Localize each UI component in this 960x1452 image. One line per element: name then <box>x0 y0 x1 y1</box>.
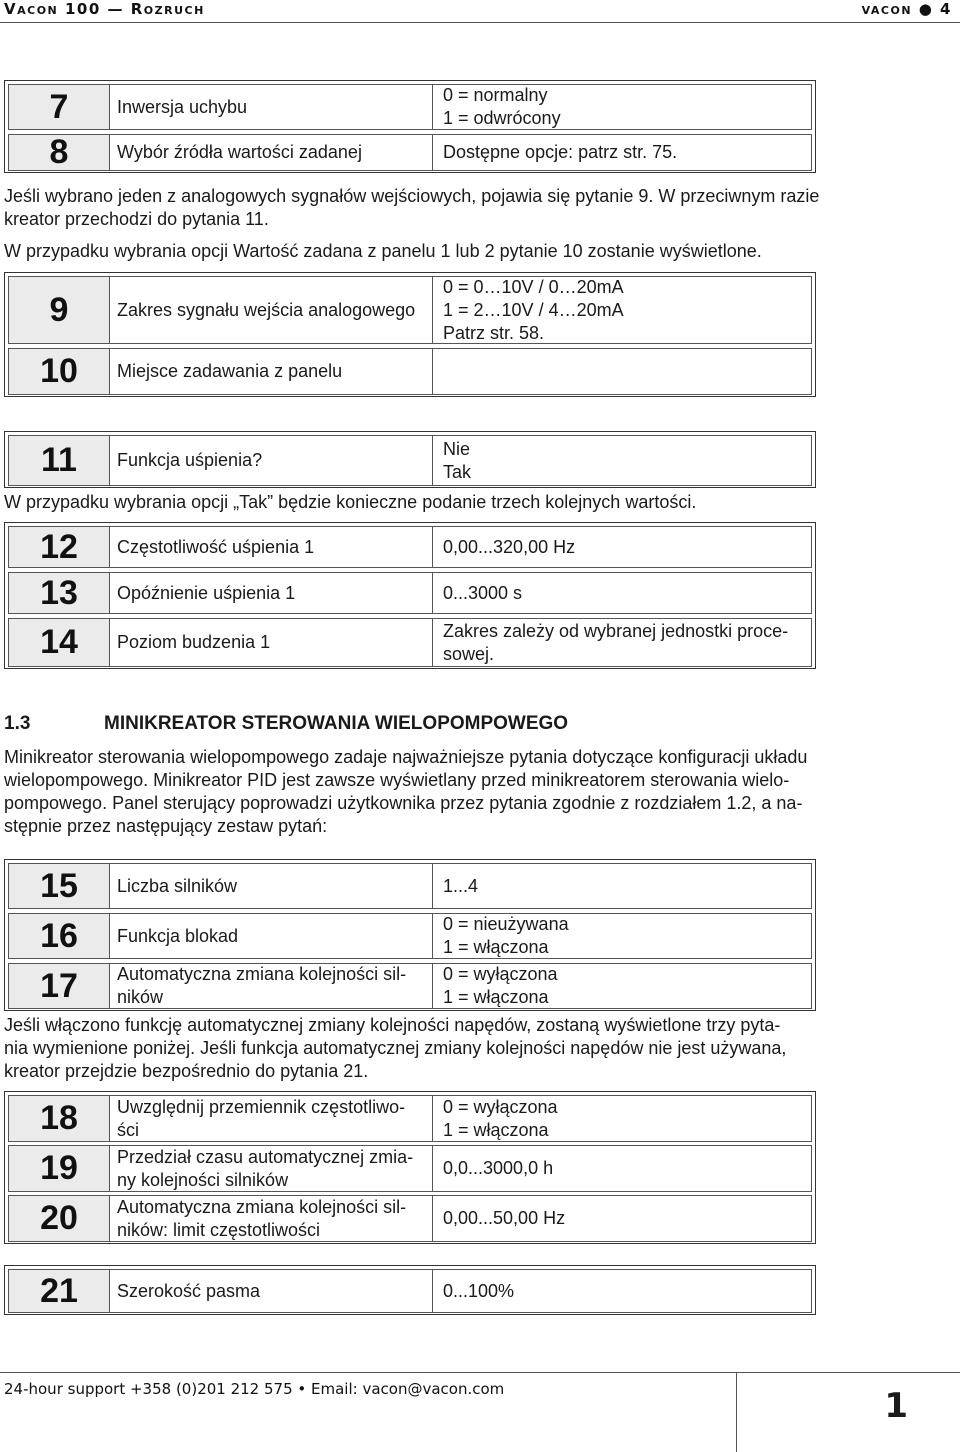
param-number: 11 <box>9 436 110 485</box>
header-title: Vacon 100 — Rozruch <box>4 0 205 18</box>
param-label: Miejsce zadawania z panelu <box>113 349 433 394</box>
param-label: Liczba silników <box>113 864 433 908</box>
param-label: Wybór źródła wartości zadanej <box>113 135 433 170</box>
param-value: 0...3000 s <box>443 582 523 603</box>
param-value: 0 = wyłączona <box>443 964 558 984</box>
param-label: Automatyczna zmiana kolejności sil- ników <box>113 964 433 1008</box>
param-number: 8 <box>9 135 110 170</box>
param-value: 1 = odwrócony <box>443 108 561 128</box>
footer-contact: 24-hour support +358 (0)201 212 575 • Email: vacon@vacon.com <box>4 1380 505 1398</box>
table-params-12-14 <box>4 522 816 669</box>
param-value: 1...4 <box>443 875 479 896</box>
param-label: Inwersja uchybu <box>113 85 433 129</box>
param-value: Patrz str. 58. <box>443 322 545 343</box>
table-param-21 <box>4 1265 816 1315</box>
param-number: 16 <box>9 914 110 958</box>
param-number: 17 <box>9 964 110 1008</box>
table-row <box>8 526 812 568</box>
page-header <box>0 0 960 22</box>
param-label: Funkcja blokad <box>113 914 433 958</box>
param-label: Częstotliwość uśpienia 1 <box>113 527 433 567</box>
param-values <box>437 864 811 908</box>
param-number: 12 <box>9 527 110 567</box>
page-number-box <box>736 1372 960 1452</box>
paragraph-sleep-values: W przypadku wybrania opcji „Tak” będzie konieczne podanie trzech kolejnych wartości. <box>4 492 697 512</box>
param-value: 1 = 2…10V / 4…20mA <box>443 299 624 320</box>
table-params-15-17 <box>4 859 816 1011</box>
table-params-18-20 <box>4 1091 816 1244</box>
table-row <box>8 1095 812 1142</box>
param-number: 13 <box>9 573 110 613</box>
param-label: Zakres sygnału wejścia analogowego <box>113 277 433 343</box>
paragraph-line: nia wymienione poniżej. Jeśli funkcja automatycznej zmiany kolejności napędów nie jest używana, <box>4 1038 787 1058</box>
param-value: 0 = nieużywana <box>443 914 569 934</box>
paragraph-line: stępnie przez następujący zestaw pytań: <box>4 816 328 836</box>
page-number: 1 <box>884 1386 908 1426</box>
param-values <box>437 619 811 666</box>
param-number: 9 <box>9 277 110 343</box>
paragraph-auto-change <box>4 1014 856 1083</box>
param-values <box>437 964 811 1008</box>
table-row <box>8 618 812 667</box>
paragraph-line: wielopompowego. Minikreator PID jest zawsze wyświetlany przed minikreatorem sterowania wielo- <box>4 770 790 790</box>
param-values <box>437 527 811 567</box>
param-value: 1 = włączona <box>443 1119 549 1140</box>
param-value: 0...100% <box>443 1280 515 1301</box>
param-value: Dostępne opcje: patrz str. 75. <box>443 142 678 162</box>
param-number: 20 <box>9 1196 110 1241</box>
param-number: 15 <box>9 864 110 908</box>
table-row <box>8 1269 812 1313</box>
section-title: MINIKREATOR STEROWANIA WIELOPOMPOWEGO <box>104 713 569 734</box>
table-row <box>8 863 812 909</box>
param-values <box>437 85 811 129</box>
table-row <box>8 134 812 171</box>
param-number: 18 <box>9 1096 110 1141</box>
table-row <box>8 435 812 486</box>
table-row <box>8 348 812 395</box>
table-row <box>8 572 812 614</box>
param-values <box>437 1196 811 1241</box>
param-values <box>437 1270 811 1312</box>
param-value: 0,0...3000,0 h <box>443 1158 554 1178</box>
param-label: Automatyczna zmiana kolejności sil- ników: limit częstotliwości <box>113 1196 433 1241</box>
param-number: 10 <box>9 349 110 394</box>
param-number: 7 <box>9 85 110 129</box>
param-value: 1 = włączona <box>443 937 549 957</box>
param-value: 0,00...320,00 Hz <box>443 536 576 557</box>
param-values <box>437 1096 811 1141</box>
table-params-7-8 <box>4 80 816 173</box>
param-value: 1 = włączona <box>443 987 549 1007</box>
param-values <box>437 1146 811 1191</box>
param-label: Szerokość pasma <box>113 1270 433 1312</box>
param-values <box>437 349 811 394</box>
param-value: Nie <box>443 438 471 459</box>
param-number: 21 <box>9 1270 110 1312</box>
header-rule <box>0 22 960 23</box>
table-row <box>8 913 812 959</box>
table-param-11 <box>4 431 816 488</box>
paragraph-multipump-intro <box>4 746 856 838</box>
paragraph-line: pompowego. Panel sterujący poprowadzi użytkownika przez pytania zgodnie z rozdziałem 1.2, a na- <box>4 793 803 813</box>
table-row <box>8 1145 812 1192</box>
table-row <box>8 276 812 344</box>
param-number: 19 <box>9 1146 110 1191</box>
param-label: Uwzględnij przemiennik częstotliwo- ści <box>113 1096 433 1141</box>
header-brand: vacon ● 4 <box>861 0 952 18</box>
param-value: 0,00...50,00 Hz <box>443 1208 566 1228</box>
paragraph-line: Minikreator sterowania wielopompowego zadaje najważniejsze pytania dotyczące konfiguracji układu <box>4 747 808 767</box>
param-values <box>437 573 811 613</box>
param-label: Poziom budzenia 1 <box>113 619 433 666</box>
param-value: 0 = normalny <box>443 85 548 105</box>
section-heading <box>4 713 568 735</box>
param-values <box>437 914 811 958</box>
param-values <box>437 135 811 170</box>
footer-rule <box>0 1372 736 1373</box>
paragraph-analog-input: Jeśli wybrano jeden z analogowych sygnałów wejściowych, pojawia się pytanie 9. W przeciwnym razie kreator przechodzi do pytania 11. <box>4 186 820 229</box>
param-label: Przedział czasu automatycznej zmia- ny kolejności silników <box>113 1146 433 1191</box>
param-values <box>437 277 811 343</box>
param-number: 14 <box>9 619 110 666</box>
paragraph-line: Jeśli włączono funkcję automatycznej zmiany kolejności napędów, zostaną wyświetlone trzy pyta- <box>4 1015 781 1035</box>
param-value: 0 = wyłączona <box>443 1096 558 1117</box>
param-value: sowej. <box>443 643 495 664</box>
param-value: Tak <box>443 461 472 482</box>
param-values <box>437 436 811 485</box>
paragraph-line: kreator przejdzie bezpośrednio do pytania 21. <box>4 1061 369 1081</box>
param-label: Funkcja uśpienia? <box>113 436 433 485</box>
table-row <box>8 1195 812 1242</box>
table-row <box>8 963 812 1009</box>
param-value: 0 = 0…10V / 0…20mA <box>443 276 624 297</box>
section-number: 1.3 <box>4 713 31 734</box>
param-value: Zakres zależy od wybranej jednostki proce- <box>443 620 789 641</box>
paragraph-panel-reference: W przypadku wybrania opcji Wartość zadana z panelu 1 lub 2 pytanie 10 zostanie wyświetlone. <box>4 241 762 261</box>
param-label: Opóźnienie uśpienia 1 <box>113 573 433 613</box>
table-params-9-10 <box>4 272 816 397</box>
table-row <box>8 84 812 130</box>
